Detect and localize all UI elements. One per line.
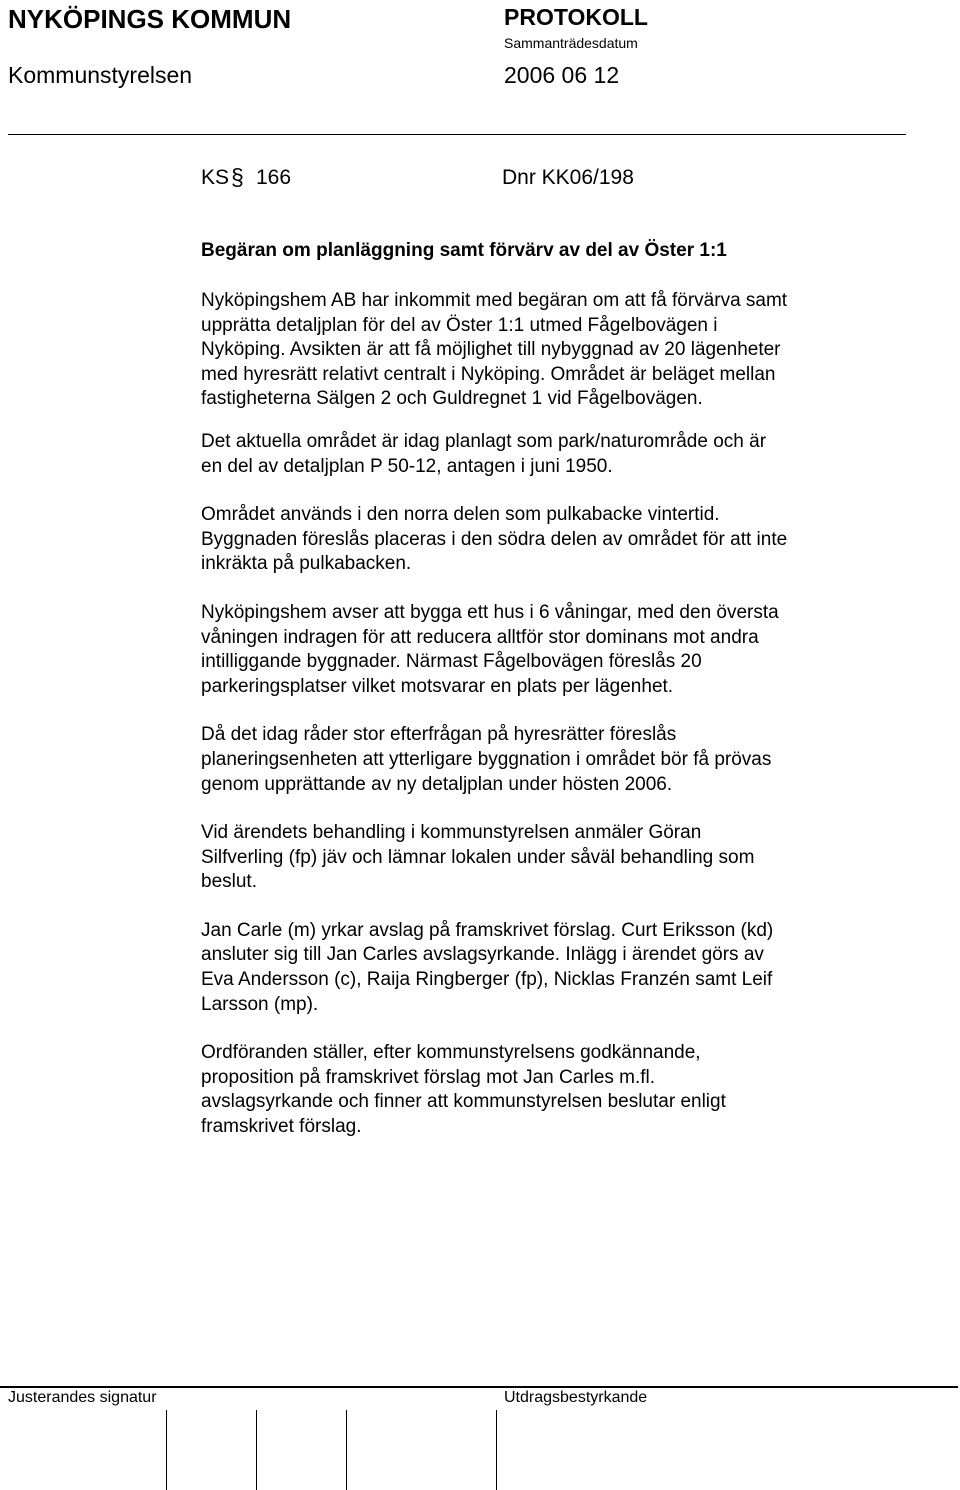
text-line: Det aktuella området är idag planlagt som park/naturområde och är (201, 430, 767, 452)
text-line: en del av detaljplan P 50-12, antagen i juni 1950. (201, 455, 613, 477)
text-line: parkeringsplatser vilket motsvarar en plats per lägenhet. (201, 675, 674, 697)
paragraph (201, 821, 901, 895)
text-line: proposition på framskrivet förslag mot Jan Carles m.fl. (201, 1066, 656, 1088)
text-line: Nyköpingshem AB har inkommit med begäran om att få förvärva samt (201, 290, 788, 311)
section-symbol: § (231, 164, 244, 190)
document-body (201, 289, 901, 1140)
signature-box-divider (166, 1410, 167, 1490)
footer-divider (0, 1386, 958, 1388)
text-line: planeringsenheten att ytterligare byggnation i området bör få prövas (201, 748, 772, 770)
document-type: PROTOKOLL (504, 4, 648, 30)
text-line: upprätta detaljplan för del av Öster 1:1 utmed Fågelbovägen i (201, 314, 718, 336)
dnr-reference: Dnr KK06/198 (502, 166, 634, 189)
text-line: med hyresrätt relativt centralt i Nyköping. Området är beläget mellan (201, 363, 776, 385)
paragraph (201, 289, 901, 412)
text-line: avslagsyrkande och finner att kommunstyrelsen beslutar enligt (201, 1091, 726, 1113)
body-name: Kommunstyrelsen (8, 62, 193, 88)
text-line: framskrivet förslag. (201, 1116, 362, 1138)
meeting-date: 2006 06 12 (504, 62, 620, 88)
paragraph (201, 723, 901, 797)
paragraph (201, 601, 901, 699)
text-line: Då det idag råder stor efterfrågan på hyresrätter föreslås (201, 724, 677, 746)
text-line: inkräkta på pulkabacken. (201, 553, 412, 575)
paragraph (201, 503, 901, 528)
header-divider (8, 134, 906, 135)
text-line: intilliggande byggnader. Närmast Fågelbovägen föreslås 20 (201, 651, 702, 673)
text-line: Nyköpingshem avser att bygga ett hus i 6 våningar, med den översta (201, 601, 779, 623)
extract-label: Utdragsbestyrkande (504, 1389, 648, 1406)
text-line: beslut. (201, 871, 257, 893)
text-line: Silfverling (fp) jäv och lämnar lokalen under såväl behandling som (201, 846, 755, 868)
case-number: 166 (256, 166, 292, 189)
text-line: Vid ärendets behandling i kommunstyrelsen anmäler Göran (201, 822, 702, 844)
date-label: Sammanträdesdatum (504, 35, 638, 51)
signature-box-divider (256, 1410, 257, 1490)
paragraph (201, 528, 901, 577)
text-line: genom upprättande av ny detaljplan under hösten 2006. (201, 773, 673, 795)
paragraph (201, 919, 901, 1017)
paragraph (201, 430, 901, 479)
text-line: Larsson (mp). (201, 993, 319, 1015)
case-title: Begäran om planläggning samt förvärv av del av Öster 1:1 (201, 240, 727, 261)
text-line: Byggnaden föreslås placeras i den södra delen av området för att inte (201, 528, 788, 550)
text-line: Jan Carle (m) yrkar avslag på framskrivet förslag. Curt Eriksson (kd) (201, 919, 774, 941)
case-prefix: KS (201, 166, 230, 189)
text-line: fastigheterna Sälgen 2 och Guldregnet 1 vid Fågelbovägen. (201, 388, 703, 410)
signature-box-divider (346, 1410, 347, 1490)
text-line: Området används i den norra delen som pulkabacke vintertid. (201, 504, 720, 526)
signature-box-divider (496, 1410, 497, 1490)
text-line: Ordföranden ställer, efter kommunstyrelsens godkännande, (201, 1042, 701, 1064)
text-line: Eva Andersson (c), Raija Ringberger (fp), Nicklas Franzén samt Leif (201, 969, 773, 991)
paragraph (201, 1041, 901, 1139)
text-line: ansluter sig till Jan Carles avslagsyrkande. Inlägg i ärendet görs av (201, 944, 764, 966)
organization-name: NYKÖPINGS KOMMUN (8, 4, 292, 34)
signature-label: Justerandes signatur (8, 1389, 157, 1406)
text-line: Nyköping. Avsikten är att få möjlighet till nybyggnad av 20 lägenheter (201, 339, 781, 361)
text-line: våningen indragen för att reducera alltför stor dominans mot andra (201, 626, 759, 648)
